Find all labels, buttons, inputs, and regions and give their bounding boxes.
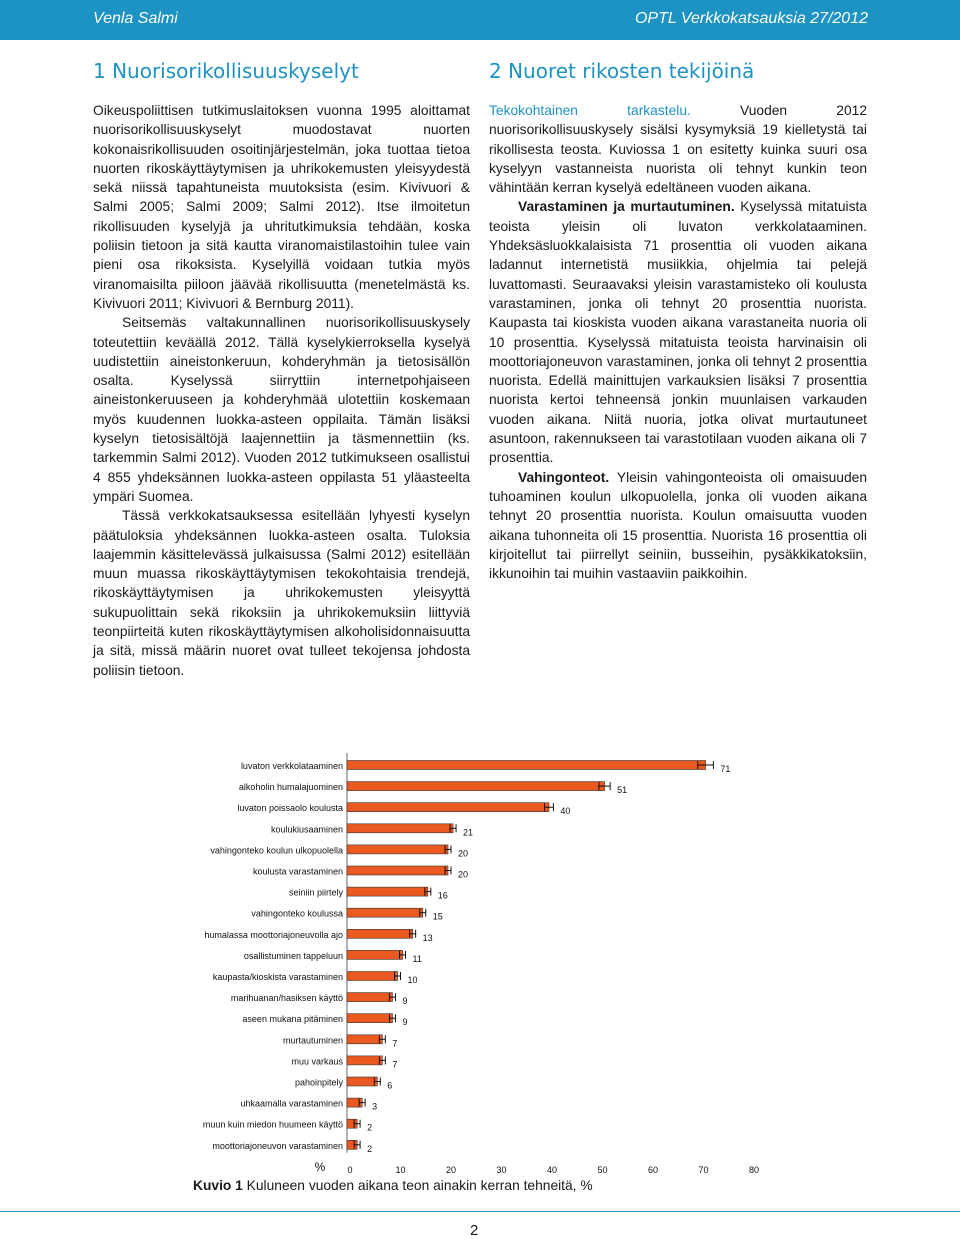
data-label: 9	[402, 1017, 408, 1028]
category-label: vahingonteko koulun ulkopuolella	[210, 845, 343, 856]
paragraph-text: Vuoden 2012 nuorisorikollisuuskysely sisälsi kysymyksiä 19 kielletystä tai rikollisesta teosta. Kuviossa 1 on esitetty kuinka suuri osa kyselyyn vastanneista nuorista oli tehnyt kunkin teon vähintään kerran kyselyä edeltäneen vuoden aikana.	[489, 103, 867, 196]
data-label: 7	[392, 1059, 398, 1070]
x-tick-label: 20	[445, 1165, 457, 1175]
page-header	[0, 0, 960, 40]
data-label: 13	[422, 932, 433, 943]
category-label: koulusta varastaminen	[252, 866, 343, 877]
bar	[347, 929, 413, 938]
data-label: 20	[458, 869, 469, 880]
bar	[347, 972, 398, 981]
data-label: 51	[617, 785, 628, 796]
bar	[347, 1077, 377, 1086]
bar	[347, 824, 453, 833]
bar	[347, 1056, 382, 1065]
data-label: 2	[367, 1122, 373, 1133]
data-label: 9	[402, 996, 408, 1007]
bar	[347, 866, 448, 875]
data-label: 21	[463, 827, 474, 838]
paragraph: Tässä verkkokatsauksessa esitellään lyhyesti kyselyn päätuloksia yhdeksännen luokka-asteen osalta. Tuloksia laajemmin käsittelevässä julkaisussa (Salmi 2012) esitellään muun muassa rikoskäyttäytymisen tekokohtaisia trendejä, rikoskäyttäytymisen ja uhrikokemusten yleisyyttä sukupuolittain sekä rikoksiin ja uhrikokemuksiin liittyviä teonpiirteitä kuten rikoskäyttäytymisen alkoholisidonnaisuutta ja sitä, missä määrin nuoret ovat tulleet tekojensa johdosta poliisin tietoon.	[93, 508, 470, 678]
figure-caption	[193, 1178, 593, 1193]
category-label: alkoholin humalajuominen	[238, 782, 343, 793]
category-label: seiniin piirtely	[288, 887, 343, 898]
bar-chart	[0, 745, 960, 1175]
category-label: murtautuminen	[282, 1035, 343, 1046]
caption-label: Kuvio 1	[193, 1178, 243, 1193]
data-label: 6	[387, 1080, 393, 1091]
bar	[347, 950, 403, 959]
paragraph	[489, 197, 867, 467]
bar	[347, 845, 448, 854]
paragraph: Oikeuspoliittisen tutkimuslaitoksen vuonna 1995 aloittamat nuorisorikollisuuskyselyt muodostavat nuorten kokonaisrikollisuuden osoitinjärjestelmän, joka tuottaa tietoa nuorten rikoskäyttäytymisen ja uhrikokemusten yleisyydestä sekä niissä tapahtuneista muutoksista (esim. Kivivuori & Salmi 2005; Salmi 2009; Salmi 2012). Itse ilmoitetun rikollisuuden kyselyjä ja uhritutkimuksia tehdään, koska poliisin tietoon ja sitä kautta viranomaistilastoihin tulee vain pieni osa rikoksista. Kyselyillä voidaan tutkia myös viranomaisilta piiloon jäävää rikollisuutta (menetelmästä ks. Kivivuori 2011; Kivivuori & Bernburg 2011).	[93, 103, 470, 311]
x-tick-label: 70	[698, 1165, 709, 1175]
data-label: 2	[367, 1143, 373, 1154]
data-label: 10	[407, 975, 418, 985]
data-label: 15	[432, 911, 443, 922]
category-label: aseen mukana pitäminen	[242, 1014, 343, 1025]
bar	[347, 761, 706, 770]
x-tick-label: 10	[395, 1165, 406, 1175]
paragraph	[489, 101, 867, 197]
header-author: Venla Salmi	[93, 10, 178, 27]
data-label: 11	[412, 953, 422, 964]
category-label: marihuanan/hasiksen käyttö	[230, 993, 343, 1004]
page-number: 2	[470, 1222, 479, 1239]
bar	[347, 782, 605, 791]
category-label: humalassa moottoriajoneuvolla ajo	[204, 929, 343, 940]
x-tick-label: 60	[647, 1165, 659, 1175]
caption-text: Kuluneen vuoden aikana teon ainakin kerran tehneitä, %	[242, 1178, 593, 1193]
paragraph	[489, 468, 867, 584]
unit-label: %	[314, 1160, 326, 1174]
data-label: 20	[458, 848, 469, 859]
category-label: osallistuminen tappeluun	[243, 950, 343, 961]
paragraph-lead: Varastaminen ja murtautuminen.	[518, 199, 735, 215]
category-label: muu varkaus	[291, 1056, 343, 1067]
header-series: OPTL Verkkokatsauksia 27/2012	[634, 10, 868, 27]
page-number-background	[459, 1222, 501, 1239]
bar	[347, 887, 428, 896]
section-title-1: 1 Nuorisorikollisuuskyselyt	[93, 59, 359, 83]
paragraph-lead: Tekokohtainen tarkastelu.	[489, 103, 691, 118]
bar	[347, 993, 392, 1002]
bar	[347, 1035, 382, 1044]
data-label: 7	[392, 1038, 398, 1049]
paragraph: Seitsemäs valtakunnallinen nuorisorikollisuuskysely toteutettiin keväällä 2012. Tällä kyselykierroksella kyselyä uudistettiin aineistonkeruun, kohderyhmän ja tietosisällön osalta. Kyselyssä siirryttiin internetpohjaiseen aineistonkeruuseen ja kohderyhmää ulotettiin koskemaan myös kuudennen luokka-asteen oppilaita. Tämän lisäksi kyselyn tietosisältöjä laajennettiin ja täsmennettiin (ks. tarkemmin Salmi 2012). Vuoden 2012 tutkimukseen osallistui 4 855 yhdeksännen luokka-asteen oppilasta 51 yläasteelta ympäri Suomea.	[93, 315, 470, 504]
left-column	[93, 101, 470, 680]
category-label: moottoriajoneuvon varastaminen	[212, 1140, 343, 1151]
paragraph-lead: Vahingonteot.	[518, 469, 610, 485]
x-tick-label: 80	[748, 1165, 760, 1175]
category-label: uhkaamalla varastaminen	[240, 1098, 343, 1109]
data-label: 71	[720, 764, 731, 774]
category-label: koulukiusaaminen	[270, 824, 343, 835]
right-column	[489, 101, 867, 583]
paragraph-text: Kyselyssä mitatuista teoista yleisin oli luvaton verkkolataaminen. Yhdeksäsluokkalaisista 71 prosenttia oli vuoden aikana ladannut internetistä musiikkia, ohjelmia tai pelejä luvattomasti. Seuraavaksi yleisin varastamisteko oli koulusta varastaminen, jonka oli tehnyt 20 prosenttia nuorista. Kaupasta tai kioskista vuoden aikana varastaneita nuoria oli 10 prosenttia. Kyselyssä mitatuista teoista harvinaisin oli moottoriajoneuvon varastaminen, jonka oli tehnyt 2 prosenttia nuorista. Edellä mainittujen varkauksien lisäksi 7 prosenttia nuorista kertoi tehneensä jonkin muunlaisen varkauden vuoden aikana. Niitä nuoria, jotka olivat murtautuneet asuntoon, rakennukseen tai varastotilaan vuoden aikana oli 7 prosenttia.	[489, 199, 867, 466]
category-label: pahoinpitely	[294, 1077, 343, 1088]
x-tick-label: 40	[546, 1165, 558, 1175]
footer-rule	[0, 1211, 960, 1212]
x-tick-label: 50	[597, 1165, 608, 1175]
bar	[347, 803, 549, 812]
category-label: luvaton verkkolataaminen	[240, 761, 343, 771]
x-tick-label: 30	[496, 1165, 507, 1175]
category-label: luvaton poissaolo koulusta	[237, 803, 343, 814]
section-title-2: 2 Nuoret rikosten tekijöinä	[489, 59, 755, 83]
bar	[347, 1014, 392, 1023]
category-label: muun kuin miedon huumeen käyttö	[202, 1119, 343, 1130]
data-label: 16	[437, 890, 448, 901]
bar	[347, 908, 423, 917]
category-label: vahingonteko koulussa	[251, 908, 343, 919]
data-label: 40	[560, 806, 571, 817]
category-label: kaupasta/kioskista varastaminen	[212, 972, 343, 982]
paragraph-text: Yleisin vahingonteoista oli omaisuuden tuhoaminen koulun ulkopuolella, jonka oli vuoden aikana tehnyt 20 prosenttia nuorista. Koulun omaisuutta vuoden aikana tuhonneita oli 15 prosenttia. Nuorista 16 prosenttia oli kirjoitellut tai piirrellyt seiniin, busseihin, pysäkkikatoksiin, ikkunoihin tai muihin vastaaviin paikkoihin.	[489, 469, 867, 582]
data-label: 3	[372, 1101, 378, 1112]
x-tick-label: 0	[347, 1165, 353, 1175]
